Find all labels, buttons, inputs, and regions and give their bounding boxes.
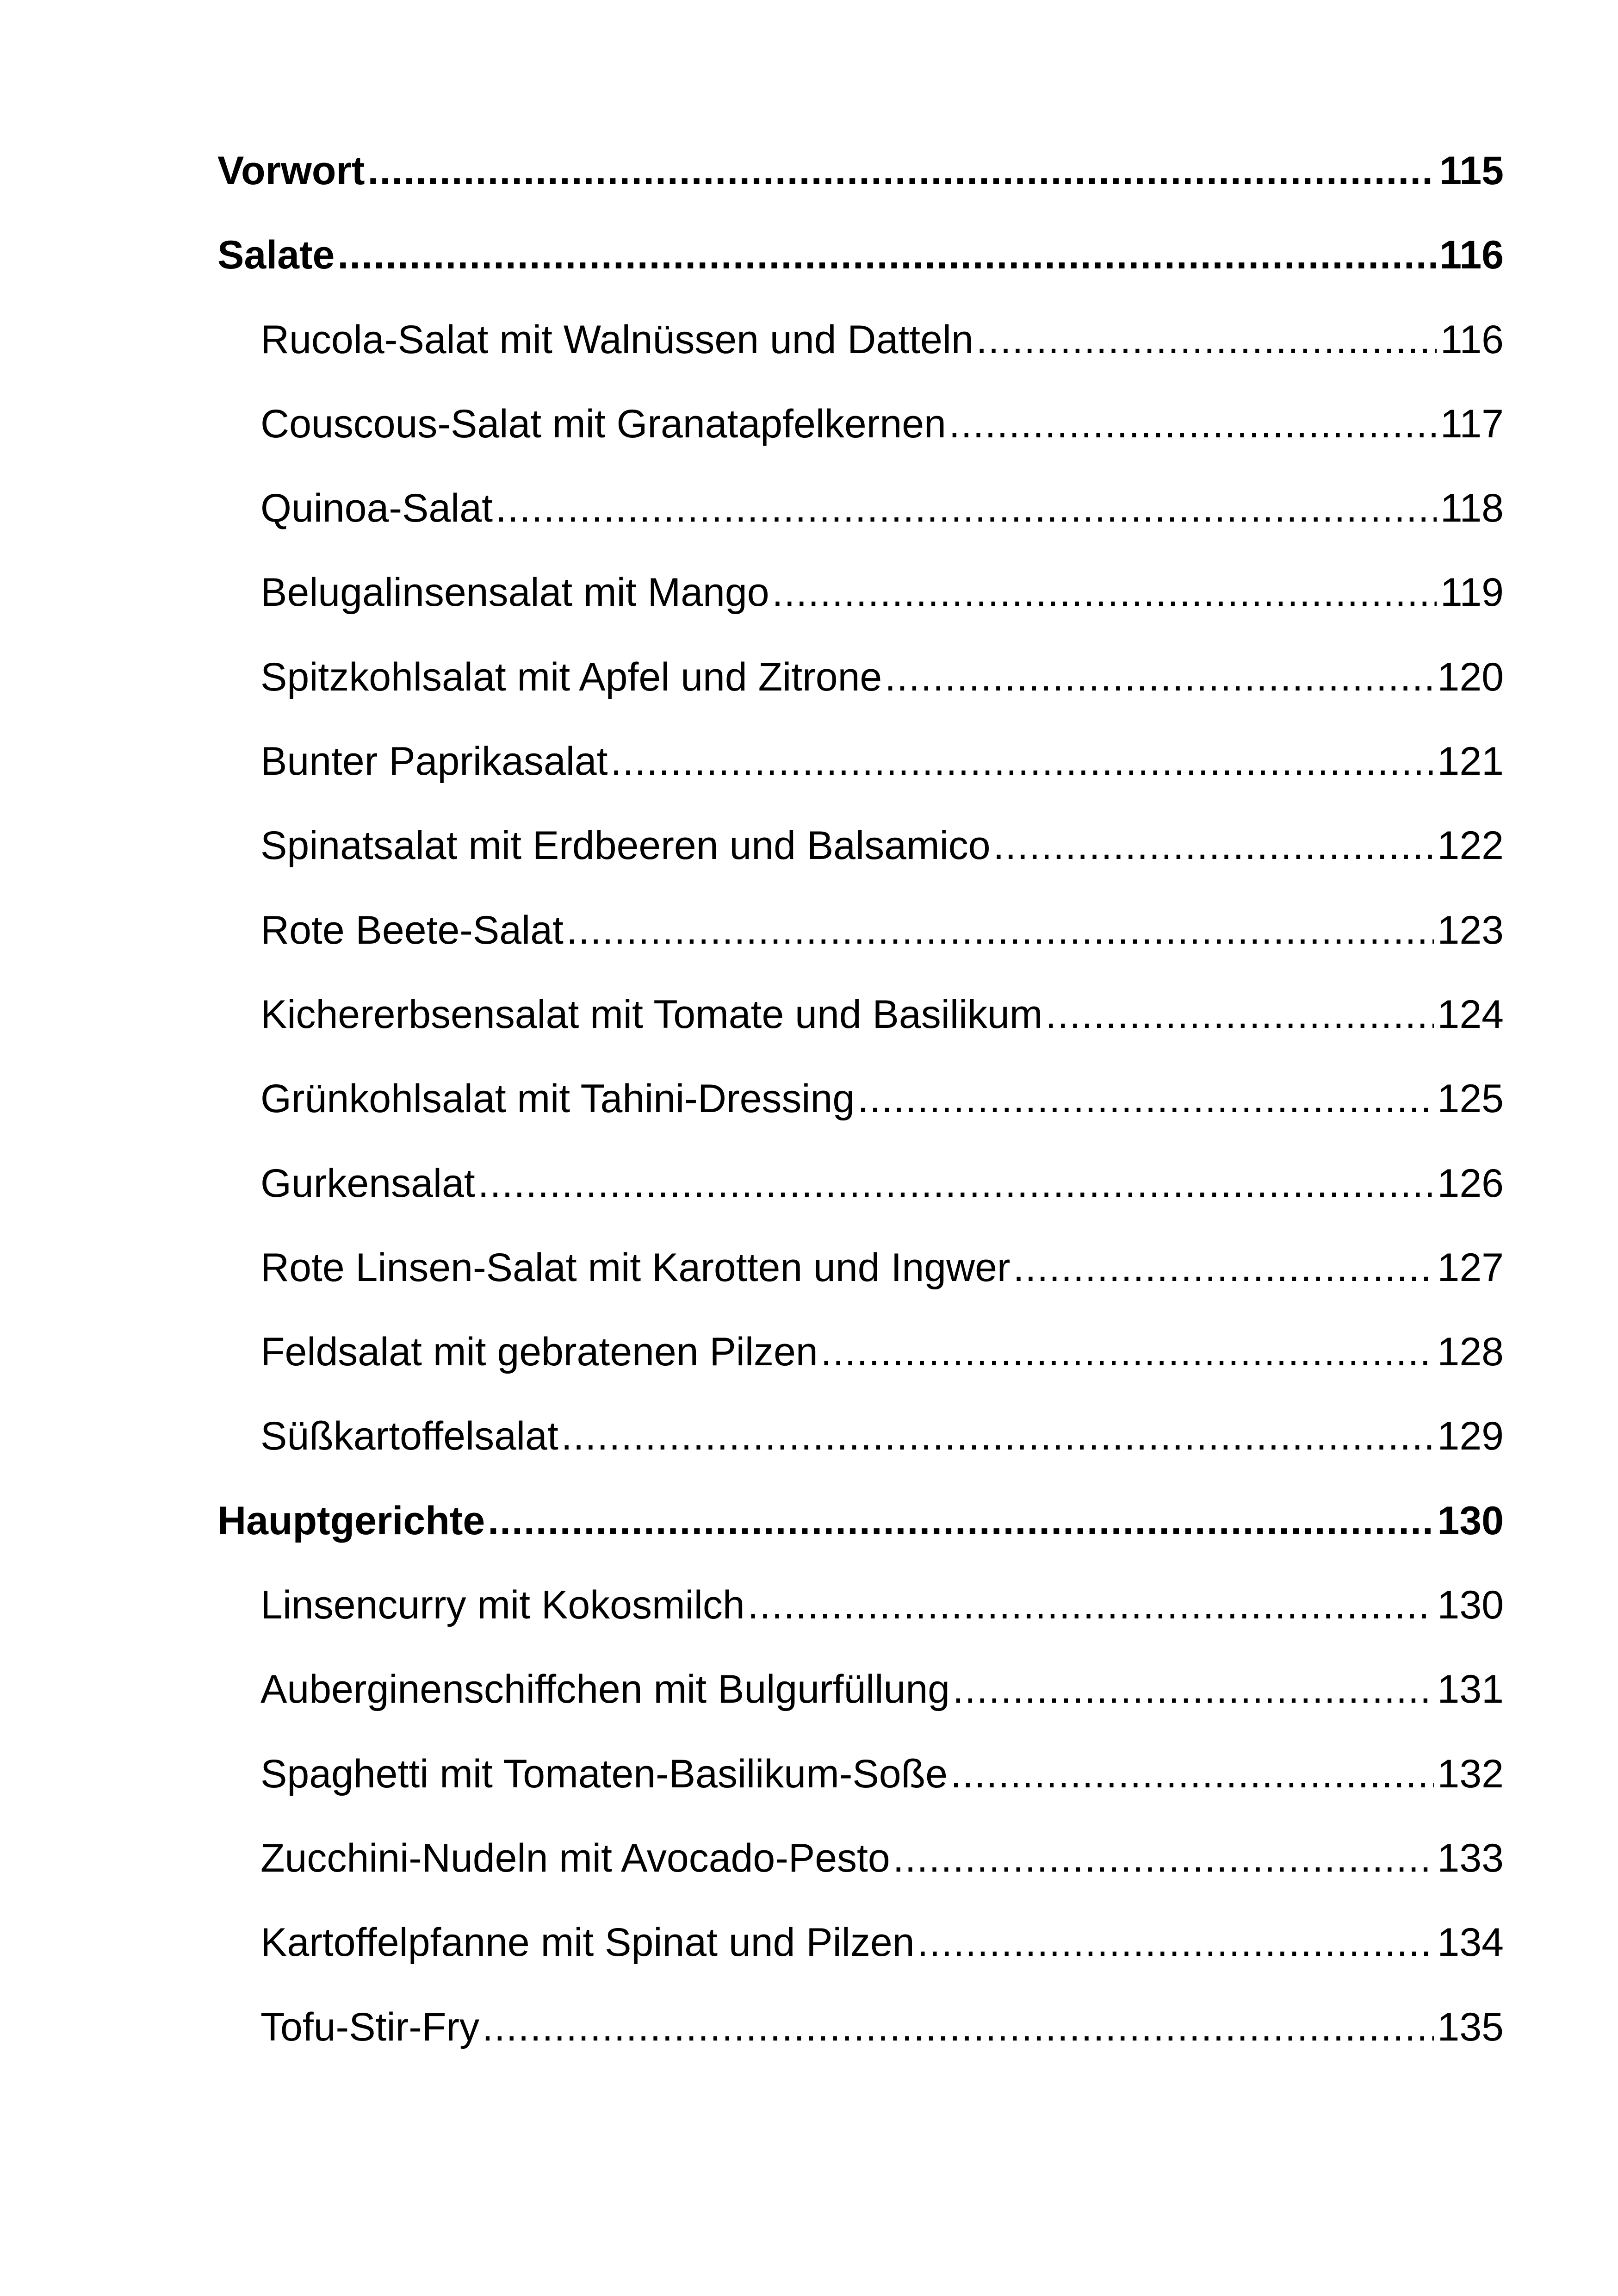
dot-leader — [561, 1413, 1434, 1459]
toc-entry-title: Rucola-Salat mit Walnüssen und Datteln — [260, 317, 973, 362]
toc-entry-title: Couscous-Salat mit Granatapfelkernen — [260, 401, 946, 446]
toc-entry-spitzkohlsalat[interactable] — [217, 654, 1504, 739]
toc-entry-rote-linsen-salat[interactable] — [217, 1245, 1504, 1329]
toc-entry-page: 130 — [1437, 1583, 1504, 1628]
toc-entry-page: 130 — [1437, 1498, 1504, 1543]
dot-leader — [478, 1161, 1434, 1207]
toc-entry-suesskartoffelsalat[interactable] — [217, 1413, 1504, 1498]
dot-leader — [857, 1076, 1433, 1122]
dot-leader — [337, 232, 1436, 278]
toc-entry-title: Zucchini-Nudeln mit Avocado-Pesto — [260, 1836, 890, 1880]
toc-entry-title: Süßkartoffelsalat — [260, 1414, 558, 1459]
table-of-contents — [217, 148, 1504, 2089]
dot-leader — [953, 1667, 1433, 1712]
toc-entry-tofu-stir-fry[interactable] — [217, 2004, 1504, 2089]
dot-leader — [566, 908, 1434, 953]
dot-leader — [917, 1920, 1434, 1966]
toc-entry-title: Salate — [217, 233, 335, 278]
toc-entry-title: Rote Beete-Salat — [260, 908, 564, 952]
toc-entry-belugalinsensalat[interactable] — [217, 570, 1504, 654]
toc-entry-gurkensalat[interactable] — [217, 1161, 1504, 1245]
toc-entry-page: 122 — [1437, 823, 1504, 868]
toc-entry-couscous-salat[interactable] — [217, 401, 1504, 485]
toc-entry-title: Hauptgerichte — [217, 1498, 485, 1543]
toc-entry-linsencurry[interactable] — [217, 1582, 1504, 1667]
toc-entry-paprikasalat[interactable] — [217, 739, 1504, 823]
toc-entry-title: Rote Linsen-Salat mit Karotten und Ingwer — [260, 1245, 1010, 1290]
dot-leader — [488, 1498, 1433, 1544]
dot-leader — [772, 570, 1437, 616]
dot-leader — [893, 1836, 1434, 1881]
toc-entry-page: 123 — [1437, 908, 1504, 952]
toc-entry-feldsalat[interactable] — [217, 1329, 1504, 1413]
toc-entry-vorwort[interactable] — [217, 148, 1504, 232]
dot-leader — [368, 148, 1436, 194]
toc-entry-salate[interactable] — [217, 232, 1504, 317]
toc-entry-page: 125 — [1437, 1076, 1504, 1121]
toc-entry-title: Feldsalat mit gebratenen Pilzen — [260, 1330, 818, 1375]
toc-entry-title: Spinatsalat mit Erdbeeren und Balsamico — [260, 823, 991, 868]
dot-leader — [949, 401, 1437, 447]
toc-entry-title: Linsencurry mit Kokosmilch — [260, 1583, 745, 1628]
toc-entry-title: Spitzkohlsalat mit Apfel und Zitrone — [260, 654, 882, 699]
dot-leader — [885, 654, 1433, 700]
toc-entry-gruenkohlsalat[interactable] — [217, 1076, 1504, 1160]
toc-entry-hauptgerichte[interactable] — [217, 1498, 1504, 1582]
toc-entry-page: 116 — [1439, 233, 1504, 278]
toc-entry-page: 133 — [1437, 1836, 1504, 1880]
dot-leader — [482, 2004, 1434, 2050]
dot-leader — [748, 1582, 1434, 1628]
toc-entry-page: 131 — [1437, 1667, 1504, 1712]
dot-leader — [1046, 992, 1434, 1038]
toc-entry-zucchini-nudeln[interactable] — [217, 1836, 1504, 1920]
toc-entry-page: 135 — [1437, 2004, 1504, 2049]
dot-leader — [821, 1329, 1434, 1375]
toc-entry-page: 124 — [1437, 992, 1504, 1037]
toc-entry-title: Spaghetti mit Tomaten-Basilikum-Soße — [260, 1751, 948, 1796]
toc-entry-page: 118 — [1440, 486, 1504, 531]
toc-entry-title: Kartoffelpfanne mit Spinat und Pilzen — [260, 1920, 915, 1965]
toc-entry-page: 120 — [1437, 654, 1504, 699]
toc-entry-rote-beete-salat[interactable] — [217, 908, 1504, 992]
toc-entry-rucola-salat[interactable] — [217, 317, 1504, 401]
toc-entry-quinoa-salat[interactable] — [217, 485, 1504, 570]
toc-entry-page: 132 — [1437, 1751, 1504, 1796]
toc-entry-page: 119 — [1440, 570, 1504, 615]
toc-entry-auberginenschiffchen[interactable] — [217, 1667, 1504, 1751]
toc-entry-page: 117 — [1440, 401, 1504, 446]
toc-entry-spinatsalat[interactable] — [217, 823, 1504, 907]
toc-entry-spaghetti[interactable] — [217, 1751, 1504, 1836]
toc-entry-title: Belugalinsensalat mit Mango — [260, 570, 769, 615]
toc-entry-page: 127 — [1437, 1245, 1504, 1290]
toc-entry-title: Bunter Paprikasalat — [260, 739, 608, 784]
toc-entry-page: 129 — [1437, 1414, 1504, 1459]
toc-entry-title: Gurkensalat — [260, 1161, 475, 1206]
toc-entry-title: Auberginenschiffchen mit Bulgurfüllung — [260, 1667, 950, 1712]
dot-leader — [950, 1751, 1434, 1797]
toc-entry-page: 115 — [1439, 149, 1504, 193]
toc-entry-title: Tofu-Stir-Fry — [260, 2004, 479, 2049]
toc-entry-page: 116 — [1440, 317, 1504, 362]
toc-entry-kichererbsensalat[interactable] — [217, 992, 1504, 1076]
toc-entry-page: 121 — [1437, 739, 1504, 784]
toc-entry-title: Kichererbsensalat mit Tomate und Basilikum — [260, 992, 1043, 1037]
dot-leader — [976, 317, 1437, 363]
toc-entry-title: Grünkohlsalat mit Tahini-Dressing — [260, 1076, 855, 1121]
dot-leader — [611, 739, 1434, 784]
dot-leader — [1013, 1245, 1434, 1291]
toc-entry-page: 128 — [1437, 1330, 1504, 1375]
toc-entry-title: Vorwort — [217, 149, 365, 193]
toc-entry-title: Quinoa-Salat — [260, 486, 493, 531]
toc-entry-page: 126 — [1437, 1161, 1504, 1206]
dot-leader — [993, 823, 1434, 869]
toc-entry-page: 134 — [1437, 1920, 1504, 1965]
toc-entry-kartoffelpfanne[interactable] — [217, 1920, 1504, 2004]
dot-leader — [496, 485, 1437, 531]
